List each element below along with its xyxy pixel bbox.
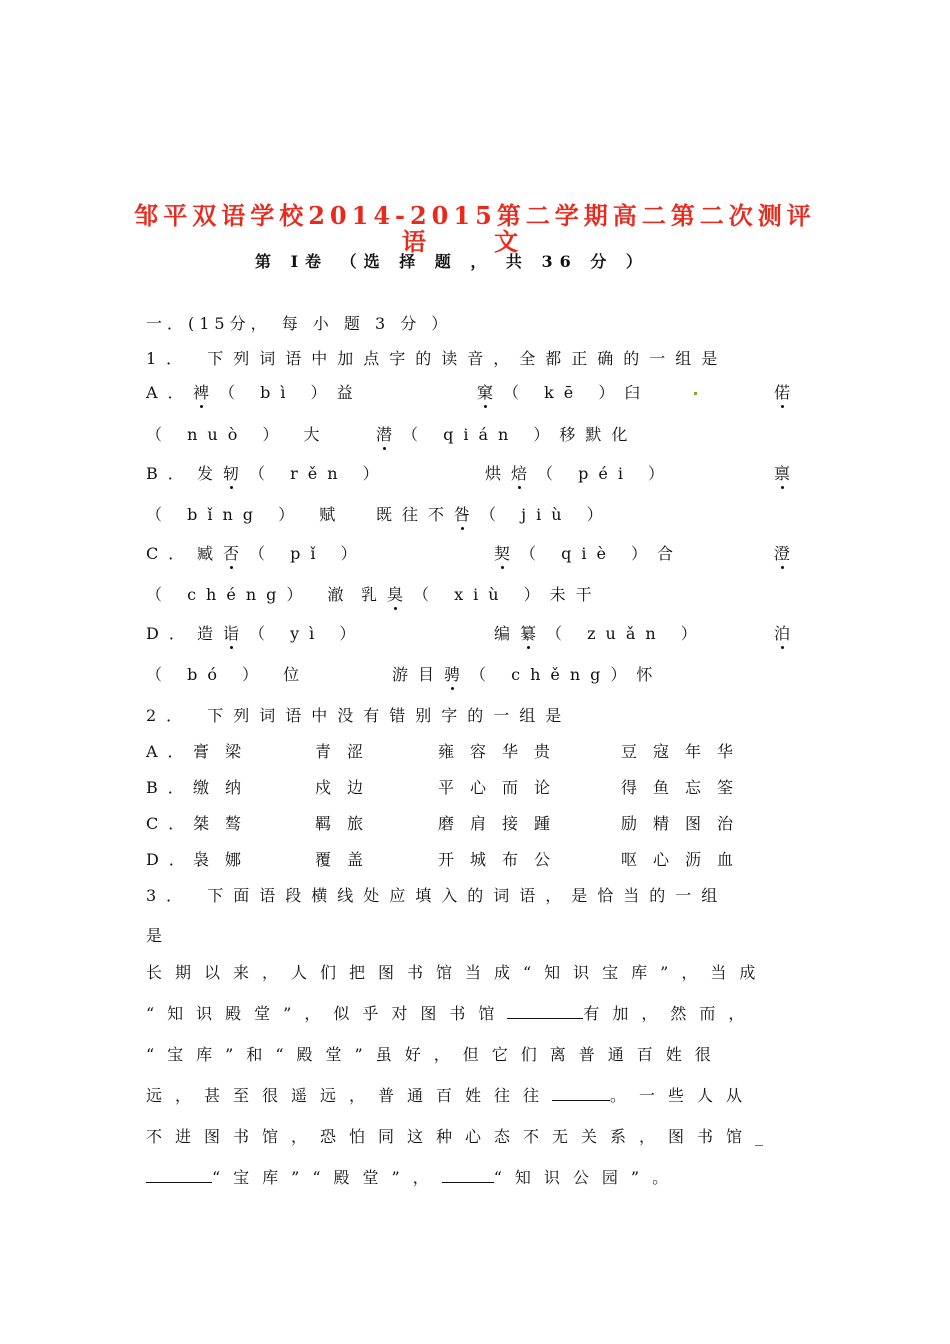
q1-b-dotted-char-4: 咎 <box>454 505 481 524</box>
q1-c-post-2: 合 <box>657 544 684 563</box>
q1-d-dotted-char-4: 骋 <box>444 665 471 684</box>
q1-b-pinyin-4: （ jiù ） <box>480 505 613 524</box>
q1-a-post-2: 臼 <box>624 383 651 402</box>
q1-a-word-3-end <box>146 422 330 445</box>
q3-blank-4[interactable] <box>442 1168 494 1183</box>
q1-d-word-4 <box>392 662 662 685</box>
q1-d-dotted-char-2: 纂 <box>520 624 547 643</box>
q1-c-pre-1: 臧 <box>197 544 224 563</box>
q2-a-word-2: 青涩 <box>315 742 380 761</box>
stray-mark <box>694 392 697 395</box>
q1-a-dotted-char-3: 偌 <box>774 383 801 402</box>
q1-d-dotted-char-3: 泊 <box>774 624 801 643</box>
q1-d-pre-2: 编 <box>494 624 521 643</box>
q3-paragraph-line-3: “宝库”和“殿堂”虽好，但它们离普通百姓很 <box>146 1045 724 1064</box>
q3-paragraph-line-2 <box>146 1001 757 1024</box>
section-header: 第 I卷 （选 择 题 ， 共 36 分 ） <box>255 252 649 271</box>
q1-c-pinyin-4: （ xiù ） <box>413 585 550 604</box>
q3-blank-3[interactable] <box>146 1168 212 1183</box>
q2-d-word-2: 覆盖 <box>315 850 380 869</box>
q1-a-pinyin-1: （ bì ） <box>219 383 337 402</box>
q2-b-word-3: 平心而论 <box>438 778 567 797</box>
q1-c-pinyin-2: （ qiè ） <box>520 544 658 563</box>
q1-b-word-1 <box>197 461 389 484</box>
q3-blank-1[interactable] <box>507 1004 583 1019</box>
q1-option-a-label: A． <box>146 383 194 402</box>
q1-d-pinyin-3: （ bó ） <box>146 665 269 684</box>
q1-c-pinyin-3: （ chéng） <box>146 585 313 604</box>
q2-d-word-4: 呕心沥血 <box>621 850 750 869</box>
q2-a-word-1: 膏梁 <box>193 742 258 761</box>
question-2-stem: 2． 下列词语中没有错别字的一组是 <box>146 706 572 725</box>
q1-c-word-3-end <box>146 582 353 605</box>
q1-a-dotted-char-2: 窠 <box>477 383 504 402</box>
question-3-stem: 3． 下面语段横线处应填入的词语，是恰当的一组 <box>146 886 728 905</box>
q1-a-word-3-start <box>774 380 800 403</box>
part-one-heading: 一．(15分， 每 小 题 3 分 ） <box>146 314 453 333</box>
q1-c-pre-4: 乳 <box>361 585 388 604</box>
q1-c-pinyin-1: （ pǐ ） <box>249 544 367 563</box>
q1-a-word-2 <box>477 380 650 403</box>
q3-line-4-text-b: 。一些人从 <box>610 1086 756 1105</box>
q1-a-dotted-char-1: 裨 <box>193 383 220 402</box>
q1-b-pre-2: 烘 <box>485 464 512 483</box>
q2-d-word-1: 袅娜 <box>193 850 258 869</box>
q1-d-word-2 <box>494 621 707 644</box>
q1-d-pre-1: 造 <box>197 624 224 643</box>
q2-option-a-label: A． <box>146 742 194 761</box>
q1-a-word-1 <box>193 380 363 403</box>
q1-b-pre-4: 既往不 <box>376 505 455 524</box>
q1-b-pinyin-1: （ rěn ） <box>249 464 389 483</box>
q3-blank-2[interactable] <box>552 1086 610 1101</box>
q1-a-word-4 <box>376 422 637 445</box>
q1-d-pinyin-2: （ zuǎn ） <box>546 624 707 643</box>
q1-option-b-label: B． <box>146 464 194 483</box>
q1-d-word-3-end <box>146 662 309 685</box>
q2-d-word-3: 开城布公 <box>438 850 567 869</box>
q1-c-word-2 <box>494 541 683 564</box>
q1-b-post-3: 赋 <box>319 505 346 524</box>
q2-b-word-4: 得鱼忘筌 <box>621 778 750 797</box>
q1-option-c-label: C． <box>146 544 195 563</box>
q2-c-word-3: 磨肩接踵 <box>438 814 567 833</box>
q2-option-d-label: D． <box>146 850 195 869</box>
q1-b-dotted-char-3: 禀 <box>774 464 801 483</box>
q2-a-word-3: 雍容华贵 <box>438 742 567 761</box>
q1-c-word-3-start <box>774 541 800 564</box>
q2-option-c-label: C． <box>146 814 195 833</box>
q3-paragraph-line-1: 长期以来，人们把图书馆当成“知识宝库”，当成 <box>146 963 769 982</box>
q3-paragraph-line-6 <box>146 1165 681 1188</box>
document-title: 邹平双语学校2014-2015第二学期高二第二次测评 <box>134 201 816 230</box>
q3-line-4-text-a: 远，甚至很遥远，普通百姓往往 <box>146 1086 553 1105</box>
q1-d-post-3: 位 <box>283 665 310 684</box>
q1-c-word-4 <box>361 582 602 605</box>
q1-a-pinyin-2: （ kē ） <box>503 383 625 402</box>
q1-a-post-3: 大 <box>303 425 330 444</box>
q3-line-2-text-a: “知识殿堂”，似乎对图书馆 <box>146 1004 508 1023</box>
q1-b-pinyin-3: （ bǐng ） <box>146 505 305 524</box>
q1-b-pre-1: 发 <box>197 464 224 483</box>
q1-c-dotted-char-2: 契 <box>494 544 521 563</box>
q3-paragraph-line-5 <box>146 1124 776 1147</box>
q2-b-word-2: 戍边 <box>315 778 380 797</box>
q3-line-6-text-a: “宝库”“殿堂”， <box>212 1168 442 1187</box>
q1-c-dotted-char-1: 否 <box>223 544 250 563</box>
q2-option-b-label: B． <box>146 778 194 797</box>
question-1-stem: 1． 下列词语中加点字的读音，全都正确的一组是 <box>146 349 728 368</box>
q2-c-word-2: 羁旅 <box>315 814 380 833</box>
q3-paragraph-line-4 <box>146 1083 755 1106</box>
subject-text: 语 文 <box>401 227 549 256</box>
q1-b-word-4 <box>376 502 613 525</box>
q1-c-word-1 <box>197 541 367 564</box>
q1-d-pre-4: 游目 <box>392 665 445 684</box>
q2-b-word-1: 缴纳 <box>193 778 258 797</box>
q1-d-word-1 <box>197 621 365 644</box>
q1-a-post-1: 益 <box>336 383 363 402</box>
q1-a-pinyin-3: （ nuò ） <box>146 425 289 444</box>
q1-b-dotted-char-1: 轫 <box>223 464 250 483</box>
q1-b-pinyin-2: （ péi ） <box>537 464 675 483</box>
q2-c-word-1: 桀骜 <box>193 814 258 833</box>
q1-a-pinyin-4: （ qián ） <box>402 425 560 444</box>
q1-a-dotted-char-4: 潜 <box>376 425 403 444</box>
q1-c-dotted-char-3: 澄 <box>774 544 801 563</box>
q1-c-post-3: 澈 <box>327 585 354 604</box>
q2-a-word-4: 豆寇年华 <box>621 742 750 761</box>
q1-c-dotted-char-4: 臭 <box>387 585 414 604</box>
q1-d-post-4: 怀 <box>636 665 663 684</box>
q3-line-5-underscore: _ <box>755 1127 777 1146</box>
q1-d-pinyin-4: （ chěng） <box>470 665 637 684</box>
q1-a-post-4: 移默化 <box>559 425 638 444</box>
q1-d-pinyin-1: （ yì ） <box>249 624 366 643</box>
q1-b-word-3-end <box>146 502 345 525</box>
question-3-stem-cont: 是 <box>146 926 173 945</box>
q1-d-word-3-start <box>774 621 800 644</box>
q3-line-2-text-b: 有加，然而， <box>583 1004 758 1023</box>
q1-option-d-label: D． <box>146 624 195 643</box>
q2-c-word-4: 励精图治 <box>621 814 750 833</box>
q1-b-word-2 <box>485 461 674 484</box>
q1-c-post-4: 未干 <box>549 585 602 604</box>
q3-line-5-text-a: 不进图书馆，恐怕同这种心态不无关系，图书馆 <box>146 1127 756 1146</box>
q1-d-dotted-char-1: 诣 <box>223 624 250 643</box>
q3-line-6-text-b: “知识公园”。 <box>493 1168 682 1187</box>
q1-b-dotted-char-2: 焙 <box>511 464 538 483</box>
q1-b-word-3-start <box>774 461 800 484</box>
